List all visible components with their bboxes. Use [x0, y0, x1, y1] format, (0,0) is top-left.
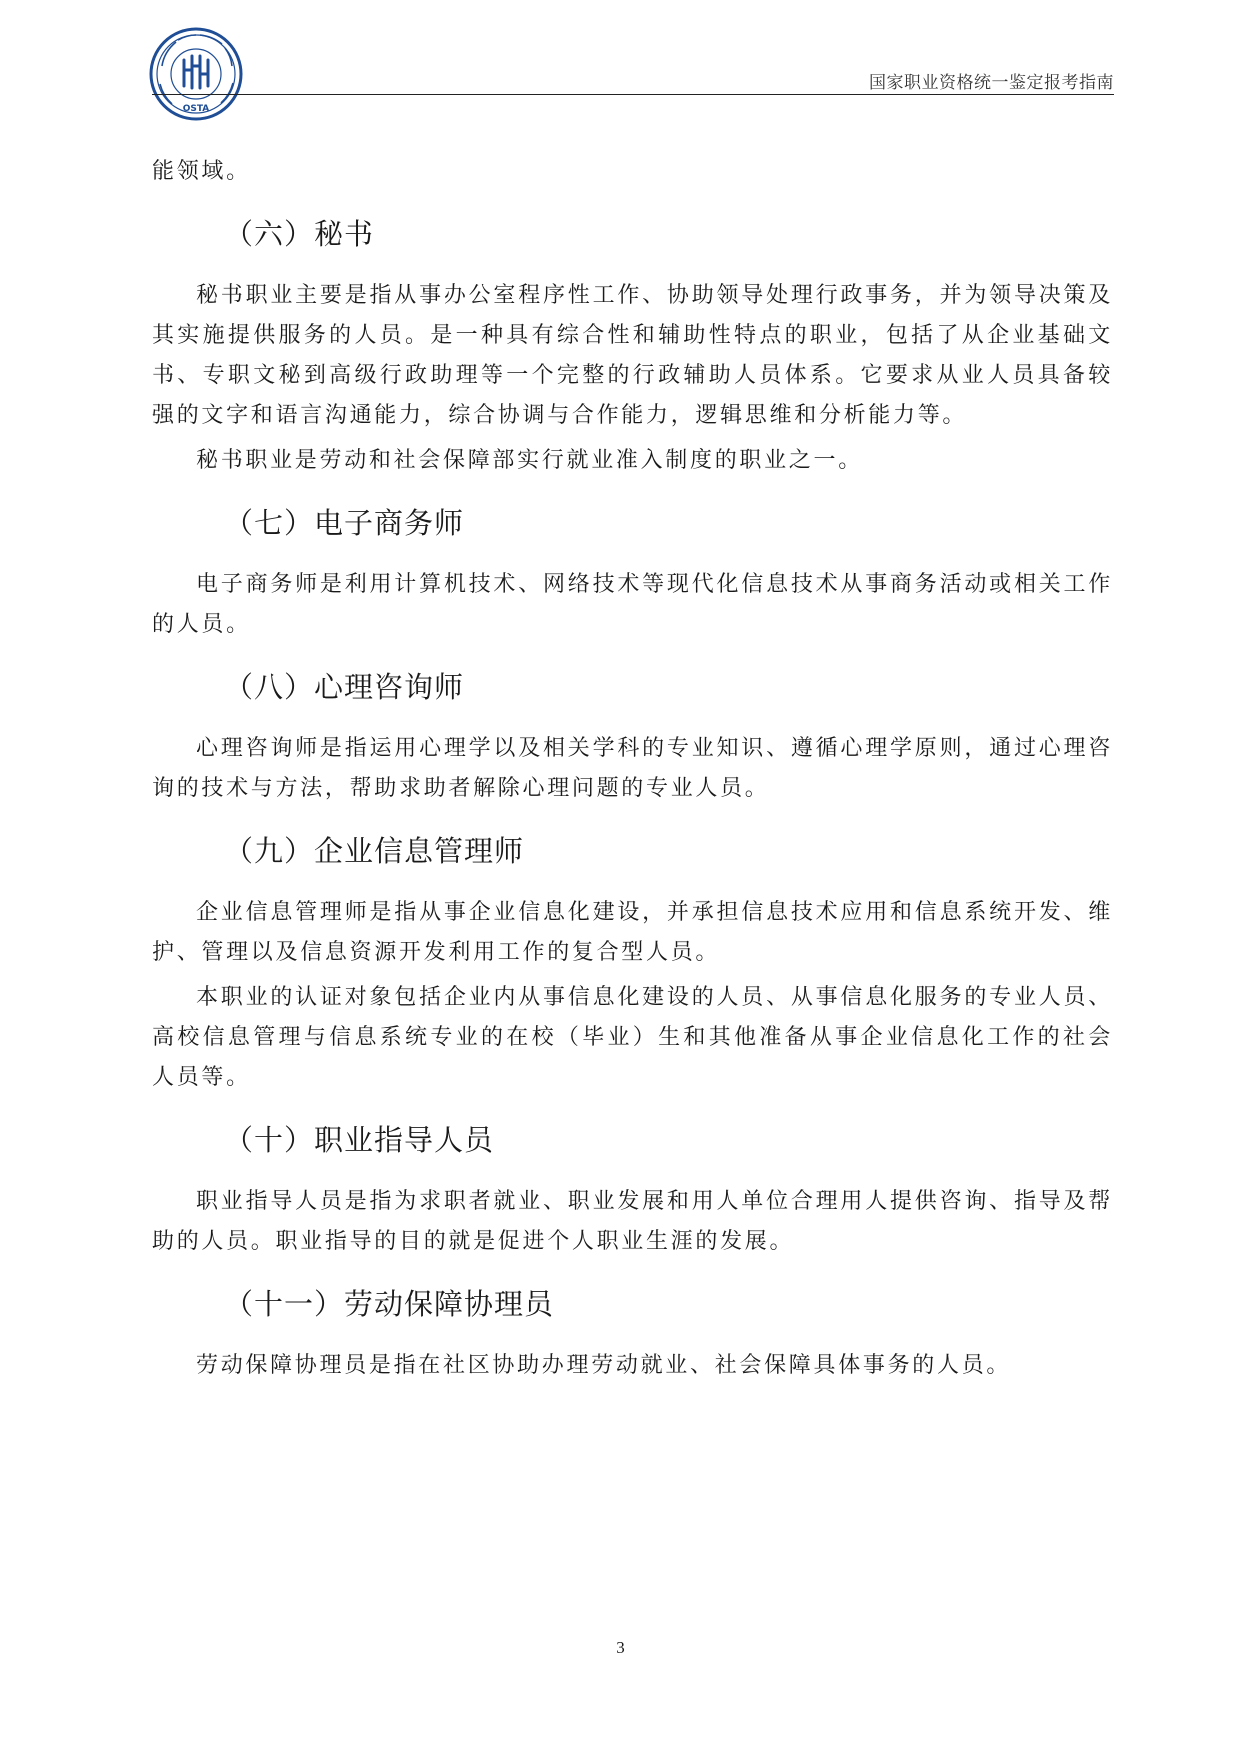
- svg-text:OSTA: OSTA: [182, 104, 210, 114]
- body-paragraph: 劳动保障协理员是指在社区协助办理劳动就业、社会保障具体事务的人员。: [196, 1353, 1012, 1378]
- header-divider: [152, 94, 1114, 95]
- body-paragraph: 心理咨询师是指运用心理学以及相关学科的专业知识、遵循心理学原则，通过心理咨询的技术与方法，帮助求助者解除心理问题的专业人员。: [152, 736, 1113, 801]
- page-header: [0, 0, 1241, 114]
- body-paragraph: 能领域。: [152, 159, 251, 184]
- osta-seal-logo: [148, 26, 244, 122]
- section-heading: （七）电子商务师: [224, 506, 465, 540]
- body-paragraph: 秘书职业是劳动和社会保障部实行就业准入制度的职业之一。: [196, 448, 863, 473]
- body-paragraph: 企业信息管理师是指从事企业信息化建设，并承担信息技术应用和信息系统开发、维护、管理以及信息资源开发利用工作的复合型人员。: [152, 900, 1113, 965]
- section-heading: （八）心理咨询师: [224, 670, 465, 704]
- section-heading: （十一）劳动保障协理员: [224, 1287, 555, 1321]
- section-heading: （九）企业信息管理师: [224, 834, 525, 868]
- document-body: [152, 152, 1113, 1391]
- section-heading: （十）职业指导人员: [224, 1123, 495, 1157]
- guide-title: 国家职业资格统一鉴定报考指南: [869, 73, 1114, 93]
- body-paragraph: 电子商务师是利用计算机技术、网络技术等现代化信息技术从事商务活动或相关工作的人员。: [152, 572, 1113, 637]
- page-number: 3: [616, 1638, 625, 1657]
- section-heading: （六）秘书: [224, 217, 375, 251]
- body-paragraph: 本职业的认证对象包括企业内从事信息化建设的人员、从事信息化服务的专业人员、高校信息管理与信息系统专业的在校（毕业）生和其他准备从事企业信息化工作的社会人员等。: [152, 985, 1113, 1090]
- body-paragraph: 职业指导人员是指为求职者就业、职业发展和用人单位合理用人提供咨询、指导及帮助的人员。职业指导的目的就是促进个人职业生涯的发展。: [152, 1189, 1113, 1254]
- body-paragraph: 秘书职业主要是指从事办公室程序性工作、协助领导处理行政事务，并为领导决策及其实施提供服务的人员。是一种具有综合性和辅助性特点的职业，包括了从企业基础文书、专职文秘到高级行政助理等一个完整的行政辅助人员体系。它要求从业人员具备较强的文字和语言沟通能力，综合协调与合作能力，逻辑思维和分析能力等。: [152, 283, 1113, 428]
